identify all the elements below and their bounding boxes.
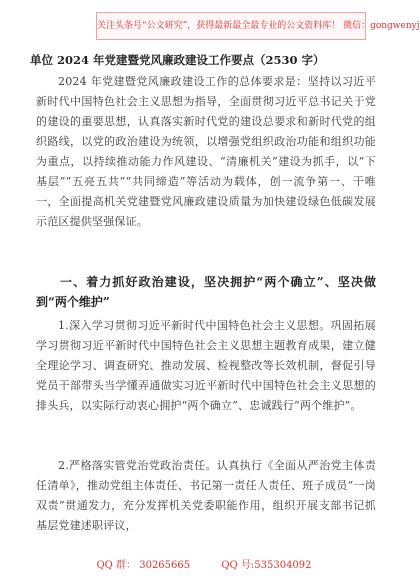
item-2-paragraph: [36, 456, 376, 536]
promo-banner: 关注头条号“公文研究”，获得最新最全最专业的公文资料库！ 微信：gongwenyj: [96, 12, 366, 40]
intro-text: 2024 年党建暨党风廉政建设工作的总体要求是：坚持以习近平新时代中国特色社会主义思想为指导，全面贯彻习近平总书记关于党的建设的重要思想，认真落实新时代党的建设总要求和新时代党的组织路线，以党的政治建设为统领，以增强党组织政治功能和组织功能为重点，以持续推动能力作风建设、“清廉机关”建设为抓手，以“下基层”“五亮五共”“共同缔造”等活动为载体，创一流争第一、干唯一，全面提高机关党建暨党风廉政建设质量为加快建设绿色低碳发展示范区提供坚强保证。: [36, 75, 376, 228]
contact-footer: [0, 556, 408, 571]
intro-paragraph: [36, 72, 376, 232]
qq-group: QQ 群： 30265665: [96, 560, 191, 571]
item-1-text: 1.深入学习贯彻习近平新时代中国特色社会主义思想。巩固拓展学习贯彻习近平新时代中国特色社会主义思想主题教育成果，建立健全理论学习、调查研究、推动发展、检视整改等长效机制，督促引导党员干部带头当学懂弄通做实习近平新时代中国特色社会主义思想的排头兵，以实际行动衷心拥护“两个确立”、忠诚践行“两个维护”。: [36, 319, 376, 412]
item-2-text: 2.严格落实管党治党政治责任。认真执行《全面从严治党主体责任清单》，推动党组主体责任、书记第一责任人责任、班子成员“一岗双责”贯通发力，充分发挥机关党委职能作用，组织开展支部书记抓基层党建述职评议，: [36, 459, 376, 532]
item-1-paragraph: [36, 316, 376, 416]
document-title: 单位 2024 年党建暨党风廉政建设工作要点（2530 字）: [30, 53, 325, 67]
section-heading: 一、着力抓好政治建设，坚决拥护“两个确立”、坚决做到“两个维护”: [36, 275, 376, 309]
qq-number: QQ 号:535304092: [221, 560, 312, 571]
